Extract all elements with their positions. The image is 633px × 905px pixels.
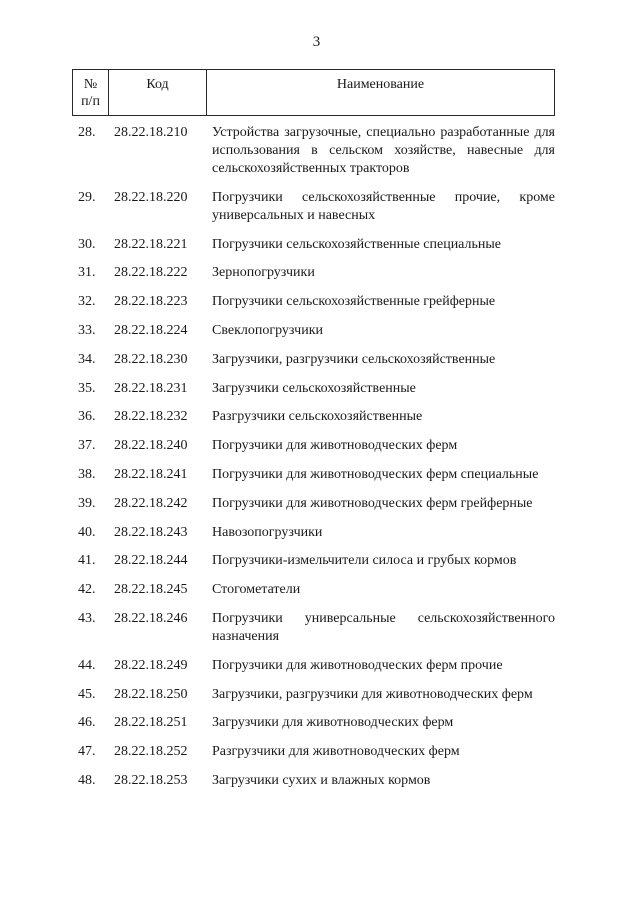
row-name: Погрузчики для животноводческих ферм специальные: [212, 466, 539, 482]
table-row: [72, 437, 555, 455]
row-name: Разгрузчики сельскохозяйственные: [212, 409, 423, 425]
row-code: 28.22.18.224: [114, 322, 188, 338]
row-name: Навозопогрузчики: [212, 524, 323, 540]
table-header: [72, 69, 555, 116]
row-number: 47.: [78, 744, 96, 760]
table-row: [72, 236, 555, 254]
table-row: [72, 743, 555, 761]
table-row: [72, 552, 555, 570]
row-number: 44.: [78, 657, 96, 673]
row-number: 40.: [78, 524, 96, 540]
row-code: 28.22.18.250: [114, 686, 188, 702]
table-row: [72, 610, 555, 646]
row-number: 38.: [78, 466, 96, 482]
row-code: 28.22.18.241: [114, 466, 188, 482]
row-code: 28.22.18.244: [114, 553, 188, 569]
row-number: 33.: [78, 322, 96, 338]
row-number: 39.: [78, 495, 96, 511]
row-name: Разгрузчики для животноводческих ферм: [212, 744, 460, 760]
row-name: Стогометатели: [212, 582, 301, 598]
row-name: Погрузчики сельскохозяйственные грейферные: [212, 294, 496, 310]
table-row: [72, 124, 555, 178]
row-code: 28.22.18.222: [114, 265, 188, 281]
row-number: 34.: [78, 351, 96, 367]
table-row: [72, 293, 555, 311]
row-number: 28.: [78, 125, 96, 140]
row-code: 28.22.18.240: [114, 438, 188, 454]
table-row: [72, 581, 555, 599]
row-code: 28.22.18.221: [114, 236, 188, 252]
row-code: 28.22.18.231: [114, 380, 188, 396]
row-code: 28.22.18.249: [114, 657, 188, 673]
row-code: 28.22.18.210: [114, 125, 188, 140]
row-name: Свеклопогрузчики: [212, 322, 323, 338]
table-row: [72, 714, 555, 732]
row-name: Загрузчики сухих и влажных кормов: [212, 772, 431, 788]
row-code: 28.22.18.220: [114, 189, 188, 205]
row-code: 28.22.18.251: [114, 715, 188, 731]
row-name: Погрузчики для животноводческих ферм грейферные: [212, 495, 533, 511]
row-name: Погрузчики сельскохозяйственные прочие, кроме универсальных и навесных: [212, 189, 555, 223]
page-number: 3: [312, 34, 321, 50]
row-number: 29.: [78, 189, 96, 205]
row-code: 28.22.18.253: [114, 772, 188, 788]
row-name: Погрузчики для животноводческих ферм прочие: [212, 657, 503, 673]
table-row: [72, 380, 555, 398]
header-name-cell: Наименование: [336, 77, 425, 92]
header-number-label: №: [83, 77, 98, 92]
table-row: [72, 772, 555, 790]
row-number: 37.: [78, 438, 96, 454]
row-number: 31.: [78, 265, 96, 281]
row-code: 28.22.18.243: [114, 524, 188, 540]
row-number: 30.: [78, 236, 96, 252]
table-row: [72, 686, 555, 704]
row-code: 28.22.18.252: [114, 744, 188, 760]
table-row: [72, 657, 555, 675]
row-name: Загрузчики сельскохозяйственные: [212, 380, 416, 396]
row-number: 45.: [78, 686, 96, 702]
row-number: 43.: [78, 610, 96, 626]
row-number: 41.: [78, 553, 96, 569]
row-code: 28.22.18.246: [114, 610, 188, 626]
row-code: 28.22.18.232: [114, 409, 188, 425]
row-code: 28.22.18.245: [114, 582, 188, 598]
table-row: [72, 189, 555, 225]
header-number-cell: [73, 70, 109, 115]
row-name: Устройства загрузочные, специально разработанные для использования в сельском хозяйстве, навесные для сельскохозяйственных тракторов: [212, 125, 555, 176]
row-code: 28.22.18.242: [114, 495, 188, 511]
row-name: Загрузчики для животноводческих ферм: [212, 715, 454, 731]
row-code: 28.22.18.223: [114, 294, 188, 310]
row-name: Загрузчики, разгрузчики для животноводческих ферм: [212, 686, 533, 702]
row-name: Погрузчики сельскохозяйственные специальные: [212, 236, 502, 252]
table-row: [72, 351, 555, 369]
table-body: [72, 124, 555, 801]
row-number: 42.: [78, 582, 96, 598]
row-number: 46.: [78, 715, 96, 731]
table-row: [72, 408, 555, 426]
row-name: Зернопогрузчики: [212, 265, 315, 281]
row-number: 36.: [78, 409, 96, 425]
row-name: Погрузчики-измельчители силоса и грубых кормов: [212, 553, 517, 569]
table-row: [72, 466, 555, 484]
row-name: Погрузчики универсальные сельскохозяйственного назначения: [212, 610, 555, 644]
header-number-sublabel: п/п: [81, 94, 100, 109]
row-name: Загрузчики, разгрузчики сельскохозяйственные: [212, 351, 496, 367]
table-row: [72, 524, 555, 542]
table-row: [72, 264, 555, 282]
header-code-cell: Код: [109, 70, 207, 115]
row-number: 32.: [78, 294, 96, 310]
table-row: [72, 495, 555, 513]
row-code: 28.22.18.230: [114, 351, 188, 367]
row-number: 35.: [78, 380, 96, 396]
row-number: 48.: [78, 772, 96, 788]
row-name: Погрузчики для животноводческих ферм: [212, 438, 458, 454]
table-row: [72, 322, 555, 340]
